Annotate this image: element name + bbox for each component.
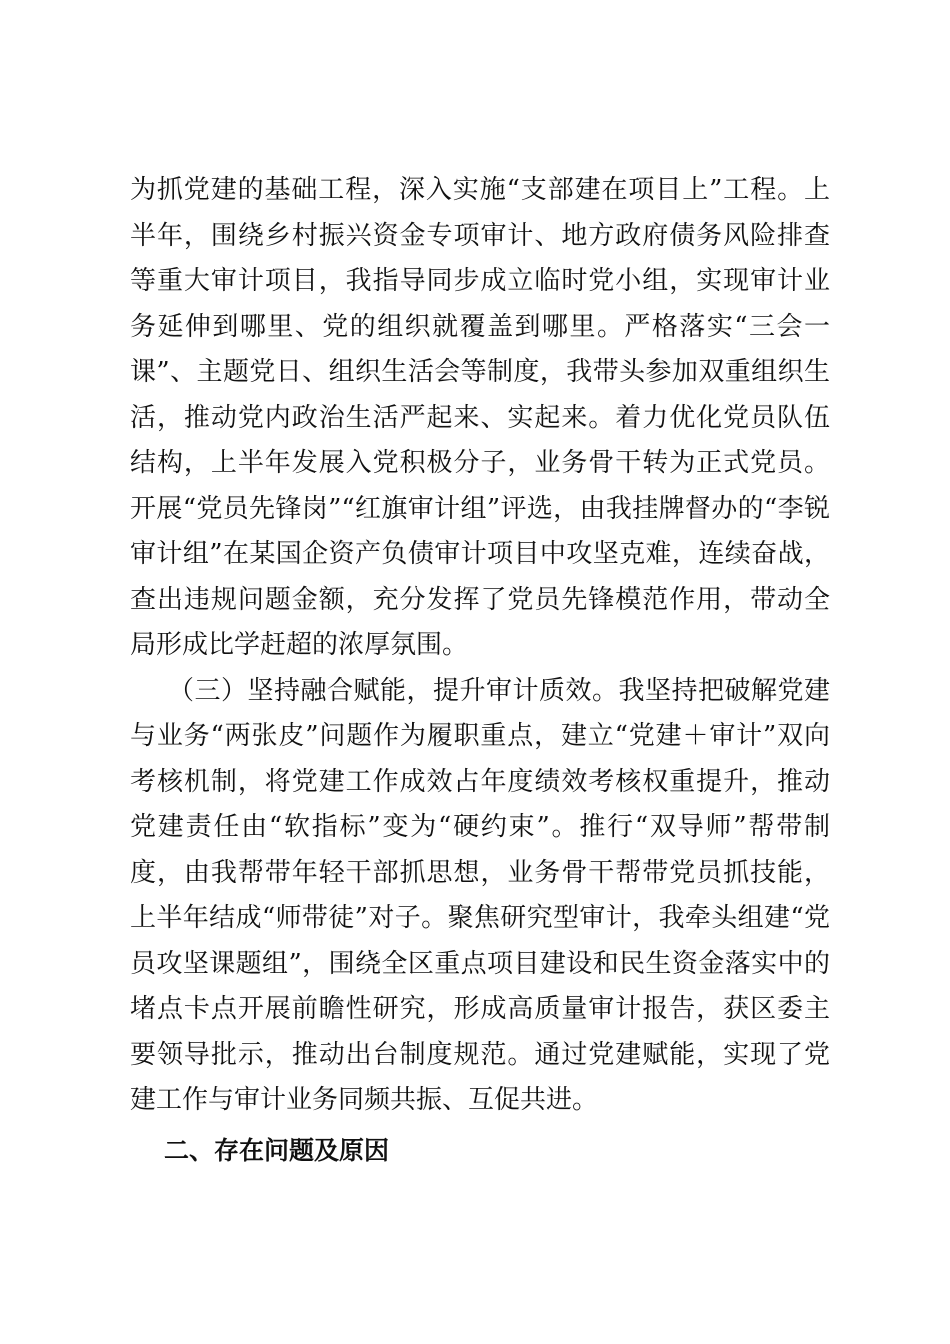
document-page [130,168,830,1173]
body-paragraph-integration: （三）坚持融合赋能，提升审计质效。我坚持把破解党建与业务“两张皮”问题作为履职重点，建立“党建＋审计”双向考核机制，将党建工作成效占年度绩效考核权重提升，推动党建责任由“软指标”变为“硬约束”。推行“双导师”帮带制度，由我帮带年轻干部抓思想，业务骨干帮带党员抓技能，上半年结成“师带徒”对子。聚焦研究型审计，我牵头组建“党员攻坚课题组”，围绕全区重点项目建设和民生资金落实中的堵点卡点开展前瞻性研究，形成高质量审计报告，获区委主要领导批示，推动出台制度规范。通过党建赋能，实现了党建工作与审计业务同频共振、互促共进。 [130,675,830,1115]
section-heading: 二、存在问题及原因 [164,1135,390,1165]
body-paragraph-continued: 为抓党建的基础工程，深入实施“支部建在项目上”工程。上半年，围绕乡村振兴资金专项审计、地方政府债务风险排查等重大审计项目，我指导同步成立临时党小组，实现审计业务延伸到哪里、党的组织就覆盖到哪里。严格落实“三会一课”、主题党日、组织生活会等制度，我带头参加双重组织生活，推动党内政治生活严起来、实起来。着力优化党员队伍结构，上半年发展入党积极分子，业务骨干转为正式党员。开展“党员先锋岗”“红旗审计组”评选，由我挂牌督办的“李锐审计组”在某国企资产负债审计项目中攻坚克难，连续奋战，查出违规问题金额，充分发挥了党员先锋模范作用，带动全局形成比学赶超的浓厚氛围。 [130,175,830,660]
